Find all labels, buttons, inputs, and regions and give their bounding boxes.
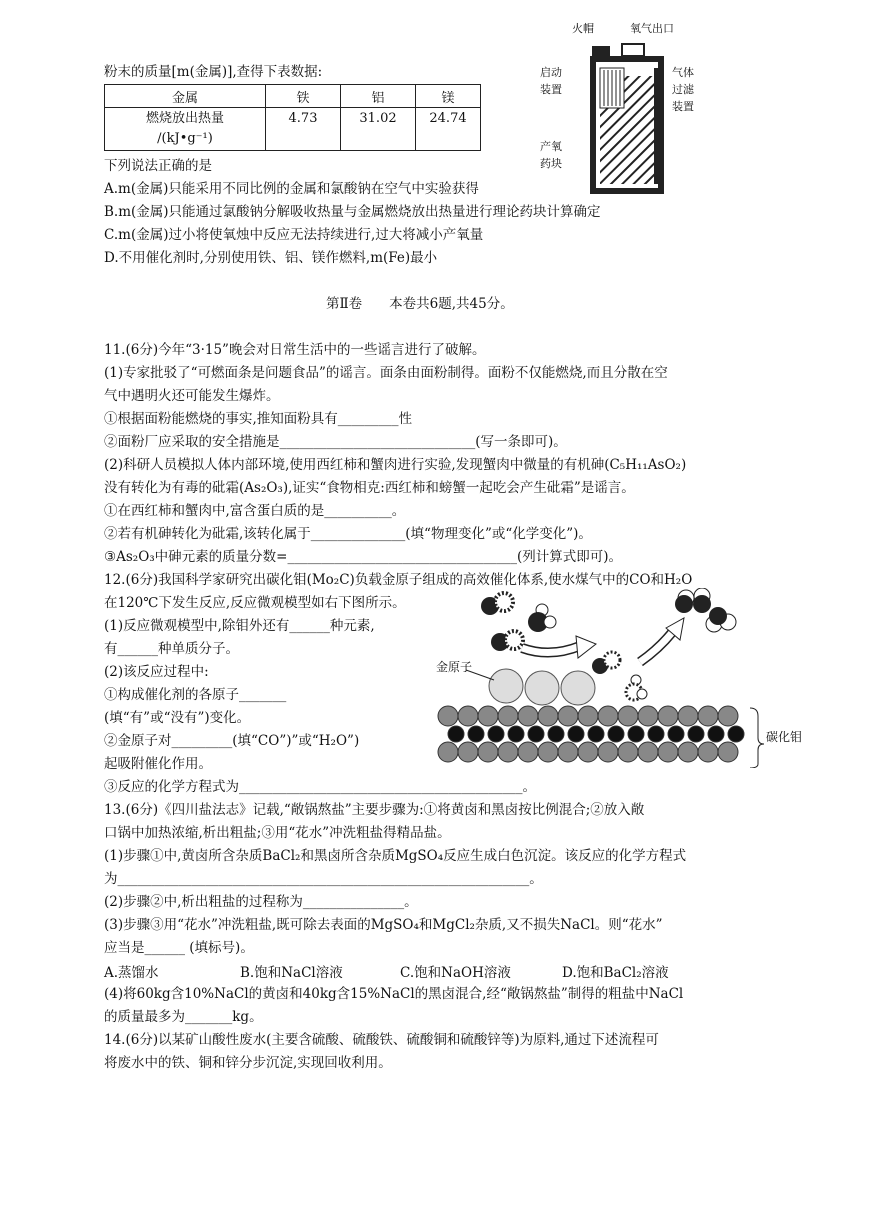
q11-line: (1)专家批驳了“可燃面条是问题食品”的谣言。面条由面粉制得。面粉不仅能燃烧,而且分散在空 [104, 365, 668, 381]
q12-line: ①构成催化剂的各原子_______ [104, 687, 287, 703]
q13-line: 应当是______ (填标号)。 [104, 940, 254, 956]
catalyst-model-figure [430, 588, 810, 768]
q11-line: 气中遇明火还可能发生爆炸。 [104, 388, 280, 404]
q13-option-d: D.饱和BaCl₂溶液 [562, 965, 669, 981]
q11-line: (2)科研人员模拟人体内部环境,使用西红柿和蟹肉进行实验,发现蟹肉中微量的有机砷(C₅H₁₁AsO₂) [104, 457, 687, 473]
q11-line: ②面粉厂应采取的安全措施是_____________________________(写一条即可)。 [104, 434, 567, 450]
q14-line: 14.(6分)以某矿山酸性废水(主要含硫酸、硫酸铁、硫酸铜和硫酸锌等)为原料,通过下述流程可 [104, 1032, 659, 1048]
section-title: 第Ⅱ卷 本卷共6题,共45分。 [326, 296, 514, 312]
label-outlet: 氧气出口 [630, 22, 674, 35]
oxygen-candle-figure [538, 18, 698, 198]
option-a: A.m(金属)只能采用不同比例的金属和氯酸钠在空气中实验获得 [104, 181, 479, 197]
label-gold-atom: 金原子 [436, 660, 473, 674]
label-filter: 气体 过滤 装置 [672, 66, 694, 113]
q13-line: 13.(6分)《四川盐法志》记载,“敞锅熬盐”主要步骤为:①将黄卤和黑卤按比例混合;②放入敞 [104, 802, 645, 818]
q13-line: 口锅中加热浓缩,析出粗盐;③用“花水”冲洗粗盐得精品盐。 [104, 825, 451, 841]
intro-text: 粉末的质量[m(金属)],查得下表数据: [104, 64, 323, 80]
label-cap: 火帽 [572, 22, 594, 35]
option-b: B.m(金属)只能通过氯酸钠分解吸收热量与金属燃烧放出热量进行理论药块计算确定 [104, 204, 601, 220]
label-moc: 碳化钼 [766, 730, 803, 744]
q11-line: ③As₂O₃中砷元素的质量分数=__________________________________(列计算式即可)。 [104, 549, 623, 565]
q13-line: (1)步骤①中,黄卤所含杂质BaCl₂和黑卤所含杂质MgSO₄反应生成白色沉淀。该反应的化学方程式 [104, 848, 687, 864]
table-row [105, 85, 481, 108]
q12-line: (1)反应微观模型中,除钼外还有______种元素, [104, 618, 375, 634]
option-c: C.m(金属)过小将使氧烛中反应无法持续进行,过大将减小产氧量 [104, 227, 484, 243]
row-label-line2: /(kJ•g⁻¹) [157, 131, 213, 146]
q13-line: 的质量最多为_______kg。 [104, 1009, 263, 1025]
q13-option-c: C.饱和NaOH溶液 [400, 965, 511, 981]
q11-line: 11.(6分)今年“3·15”晚会对日常生活中的一些谣言进行了破解。 [104, 342, 486, 358]
label-start: 启动 装置 [540, 66, 562, 96]
table-cell: 4.73 [266, 108, 341, 151]
table-cell: 24.74 [416, 108, 481, 151]
q12-line: 在120℃下发生反应,反应微观模型如右下图所示。 [104, 595, 406, 611]
table-cell [105, 108, 266, 151]
q12-line: (2)该反应过程中: [104, 664, 209, 680]
label-block: 产氧 药块 [540, 140, 562, 170]
q13-line: (4)将60kg含10%NaCl的黄卤和40kg含15%NaCl的黑卤混合,经“敞锅熬盐”制得的粗盐中NaCl [104, 986, 684, 1002]
q11-line: 没有转化为有毒的砒霜(As₂O₃),证实“食物相克:西红柿和螃蟹一起吃会产生砒霜”是谣言。 [104, 480, 635, 496]
table-cell: 铁 [266, 85, 341, 108]
table-cell: 金属 [105, 85, 266, 108]
metal-heat-table [104, 84, 481, 151]
question-stem: 下列说法正确的是 [104, 158, 212, 174]
q12-line: 起吸附催化作用。 [104, 756, 212, 772]
q12-line: (填“有”或“没有”)变化。 [104, 710, 251, 726]
q14-line: 将废水中的铁、铜和锌分步沉淀,实现回收利用。 [104, 1055, 392, 1071]
table-cell: 31.02 [341, 108, 416, 151]
q13-line: (3)步骤③用“花水”冲洗粗盐,既可除去表面的MgSO₄和MgCl₂杂质,又不损失NaCl。则“花水” [104, 917, 663, 933]
q12-line: ③反应的化学方程式为__________________________________________。 [104, 779, 536, 795]
table-cell: 铝 [341, 85, 416, 108]
q13-line: 为_____________________________________________________________。 [104, 871, 543, 887]
table-row [105, 108, 481, 151]
q11-line: ①根据面粉能燃烧的事实,推知面粉具有_________性 [104, 411, 413, 427]
q13-option-a: A.蒸馏水 [104, 965, 159, 981]
q11-line: ②若有机砷转化为砒霜,该转化属于______________(填“物理变化”或“化学变化”)。 [104, 526, 592, 542]
option-d: D.不用催化剂时,分别使用铁、铝、镁作燃料,m(Fe)最小 [104, 250, 438, 266]
q11-line: ①在西红柿和蟹肉中,富含蛋白质的是__________。 [104, 503, 406, 519]
q13-line: (2)步骤②中,析出粗盐的过程称为_______________。 [104, 894, 418, 910]
q12-line: 有______种单质分子。 [104, 641, 239, 657]
table-cell: 镁 [416, 85, 481, 108]
q13-option-b: B.饱和NaCl溶液 [240, 965, 343, 981]
row-label-line1: 燃烧放出热量 [145, 111, 224, 126]
q12-line: ②金原子对_________(填“CO”)”或“H₂O”) [104, 733, 360, 749]
q12-line: 12.(6分)我国科学家研究出碳化钼(Mo₂C)负载金原子组成的高效催化体系,使水煤气中的CO和H₂O [104, 572, 693, 588]
